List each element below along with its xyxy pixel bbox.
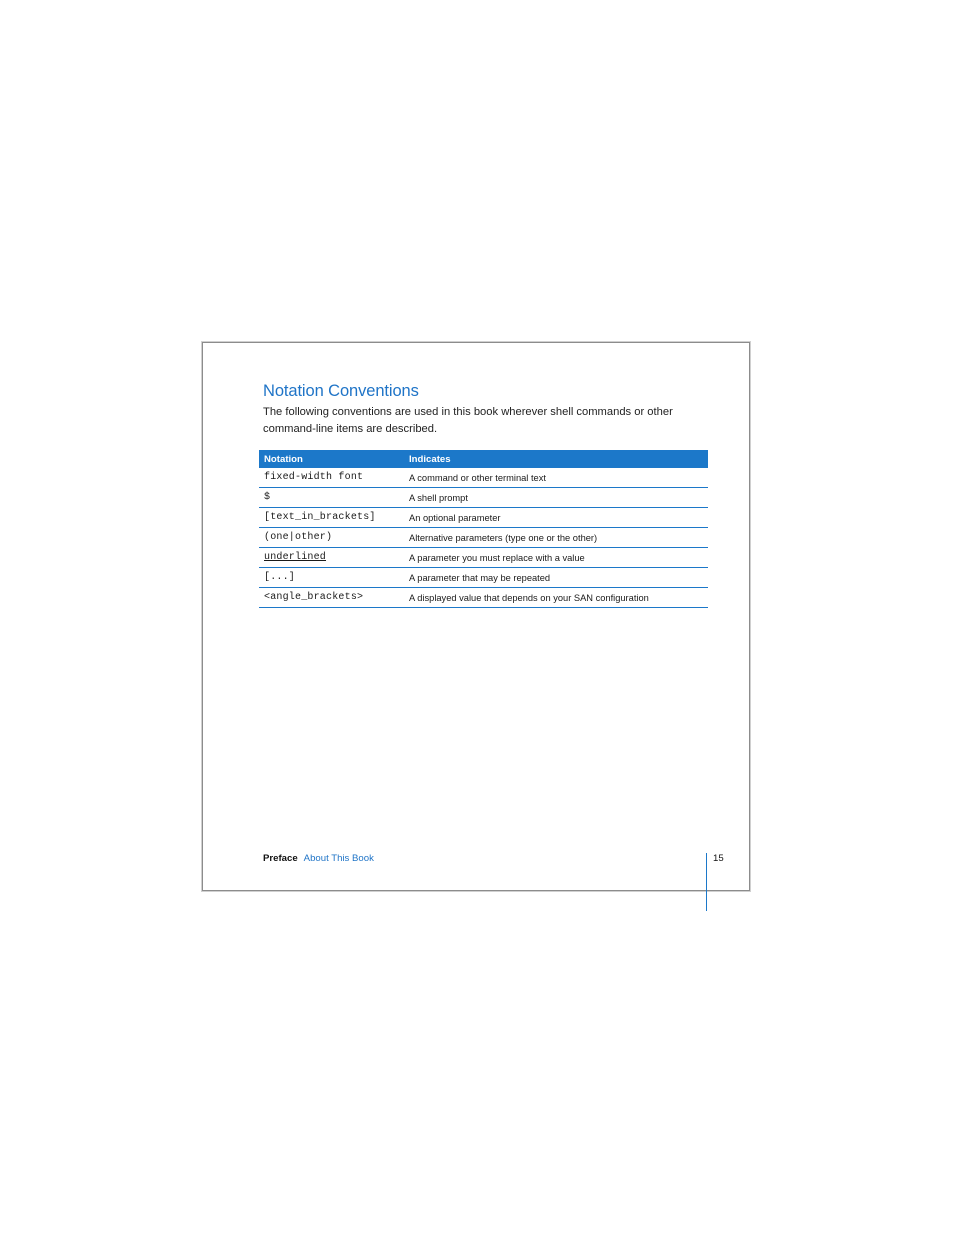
table-row: [259, 568, 708, 588]
indicates-cell: An optional parameter: [409, 512, 501, 523]
table-row: [259, 548, 708, 568]
table-row: [259, 588, 708, 608]
header-notation: Notation: [264, 453, 303, 465]
indicates-cell: Alternative parameters (type one or the other): [409, 532, 598, 543]
intro-paragraph: The following conventions are used in this book wherever shell commands or other command-line items are described.: [263, 406, 673, 435]
table-row: [259, 488, 708, 508]
indicates-cell: A shell prompt: [409, 492, 468, 503]
indicates-cell: A parameter that may be repeated: [409, 572, 551, 583]
notation-table: [259, 450, 708, 608]
footer-divider: [706, 853, 707, 911]
table-header: [259, 450, 708, 468]
notation-cell: <angle_brackets>: [264, 592, 364, 603]
indicates-cell: A parameter you must replace with a value: [409, 552, 585, 563]
indicates-cell: A displayed value that depends on your SAN configuration: [409, 592, 649, 603]
page-number: 15: [713, 853, 724, 864]
indicates-cell: A command or other terminal text: [409, 472, 546, 483]
notation-cell: $: [264, 492, 271, 503]
section-heading: Notation Conventions: [263, 382, 419, 400]
footer-chapter: About This Book: [303, 853, 374, 864]
notation-cell: (one|other): [264, 532, 333, 543]
notation-cell: fixed-width font: [264, 472, 364, 483]
table-row: [259, 468, 708, 488]
notation-cell: [text_in_brackets]: [264, 512, 376, 523]
header-indicates: Indicates: [409, 453, 451, 465]
footer-label: [263, 853, 374, 864]
notation-cell: underlined: [264, 552, 327, 563]
table-row: [259, 508, 708, 528]
footer-section: Preface: [263, 853, 298, 864]
notation-cell: [...]: [264, 572, 296, 583]
table-row: [259, 528, 708, 548]
